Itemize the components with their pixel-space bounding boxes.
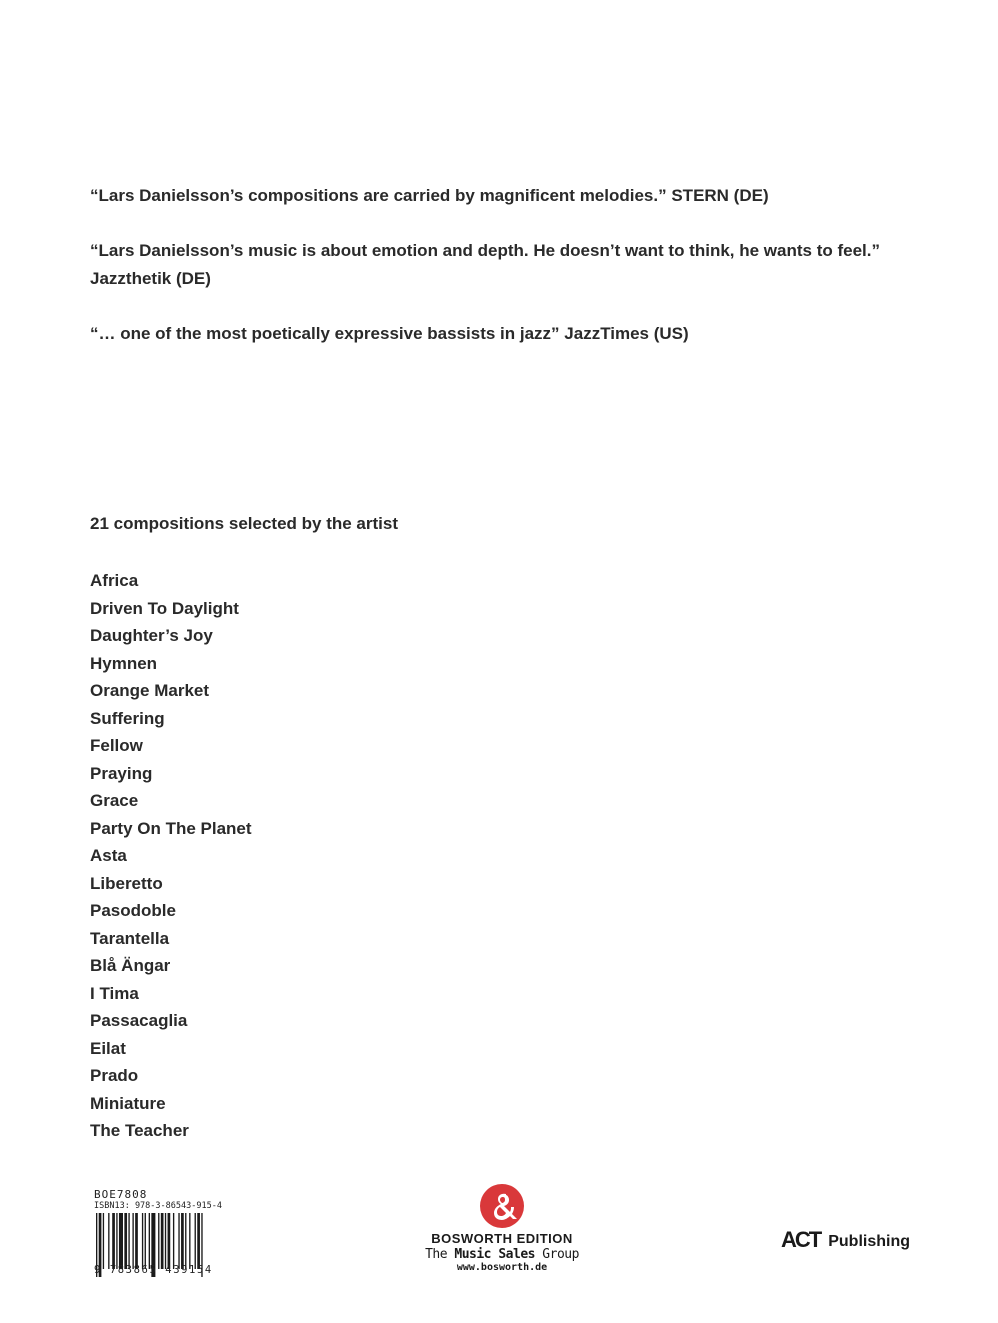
quote-jazztimes [90,320,930,348]
barcode-block [94,1188,254,1276]
quote-text: “Lars Danielsson’s compositions are carried by magnificent melodies.” [90,186,667,205]
list-item: Passacaglia [90,1011,188,1030]
list-item: Hymnen [90,653,158,673]
ampersand-emblem-icon [479,1183,525,1229]
publisher-url: www.bosworth.de [456,1262,548,1273]
group-suffix: Group [542,1247,579,1262]
group-bold: Music Sales [454,1247,535,1262]
barcode-bar [103,1213,104,1269]
bosworth-logo [420,1183,584,1274]
list-item: Orange Market [90,681,210,700]
quote-text: “Lars Danielsson’s music is about emotion and depth. He doesn’t want to think, he wants to feel.” [90,241,880,260]
barcode-bar [161,1213,164,1269]
quote-jazzthetik [90,237,930,293]
barcode-bar [142,1213,143,1269]
quote-source: STERN (DE) [671,186,769,205]
act-logo-mark: ACT [781,1227,821,1252]
barcode-bar [168,1213,171,1269]
barcode-bar [145,1213,146,1269]
list-item: Africa [90,571,139,590]
list-item: Liberetto [90,873,163,893]
list-item: Party On The Planet [90,818,252,838]
barcode-bar [116,1213,117,1269]
list-item: Fellow [90,736,143,755]
list-item: Tarantella [90,928,170,948]
list-item: Suffering [90,708,165,728]
review-quotes [90,182,930,375]
list-item: Miniature [90,1093,166,1113]
barcode-bar [149,1213,150,1269]
isbn-text: ISBN13: 978-3-86543-915-4 [94,1201,222,1211]
list-item: Pasodoble [90,901,176,920]
quote-stern [90,182,930,210]
barcode-bar [195,1213,196,1269]
barcode-bar [197,1213,200,1269]
list-item: Blå Ängar [90,956,171,975]
publisher-group [420,1247,584,1262]
product-code: BOE7808 [94,1188,148,1201]
barcode-digits: 9 783865 439154 [94,1264,213,1276]
quote-text: “… one of the most poetically expressive bassists in jazz” [90,324,560,343]
list-item: Driven To Daylight [90,598,239,618]
list-item: Daughter’s Joy [90,626,213,645]
compositions-subtitle: 21 compositions selected by the artist [90,514,398,533]
barcode-bar [181,1213,184,1269]
quote-source: Jazzthetik (DE) [90,269,211,288]
barcode-bar [185,1213,186,1269]
barcode-bar [178,1213,179,1269]
act-logo-label: Publishing [828,1233,910,1250]
barcode-bar [112,1213,115,1269]
barcode-bar [135,1213,138,1269]
list-item: Grace [90,791,139,810]
list-item: Eilat [90,1038,126,1058]
list-item: Prado [90,1066,139,1085]
quote-source: JazzTimes (US) [564,324,689,343]
barcode-bar [119,1213,123,1269]
list-item: Asta [90,846,127,865]
group-prefix: The [425,1247,448,1262]
list-item: I Tima [90,983,139,1003]
barcode-bar [132,1213,133,1269]
barcode-bar [124,1213,127,1269]
barcode-bar [108,1213,109,1269]
barcode-bar [165,1213,166,1269]
barcode-bar [189,1213,190,1269]
list-item: The Teacher [90,1121,189,1140]
act-publishing-logo [781,1229,910,1251]
publisher-name: BOSWORTH EDITION [431,1231,573,1246]
barcode-bar [173,1213,174,1269]
list-item: Praying [90,763,153,783]
track-list [90,567,252,1145]
barcode-bar [128,1213,129,1269]
barcode-bar [158,1213,159,1269]
